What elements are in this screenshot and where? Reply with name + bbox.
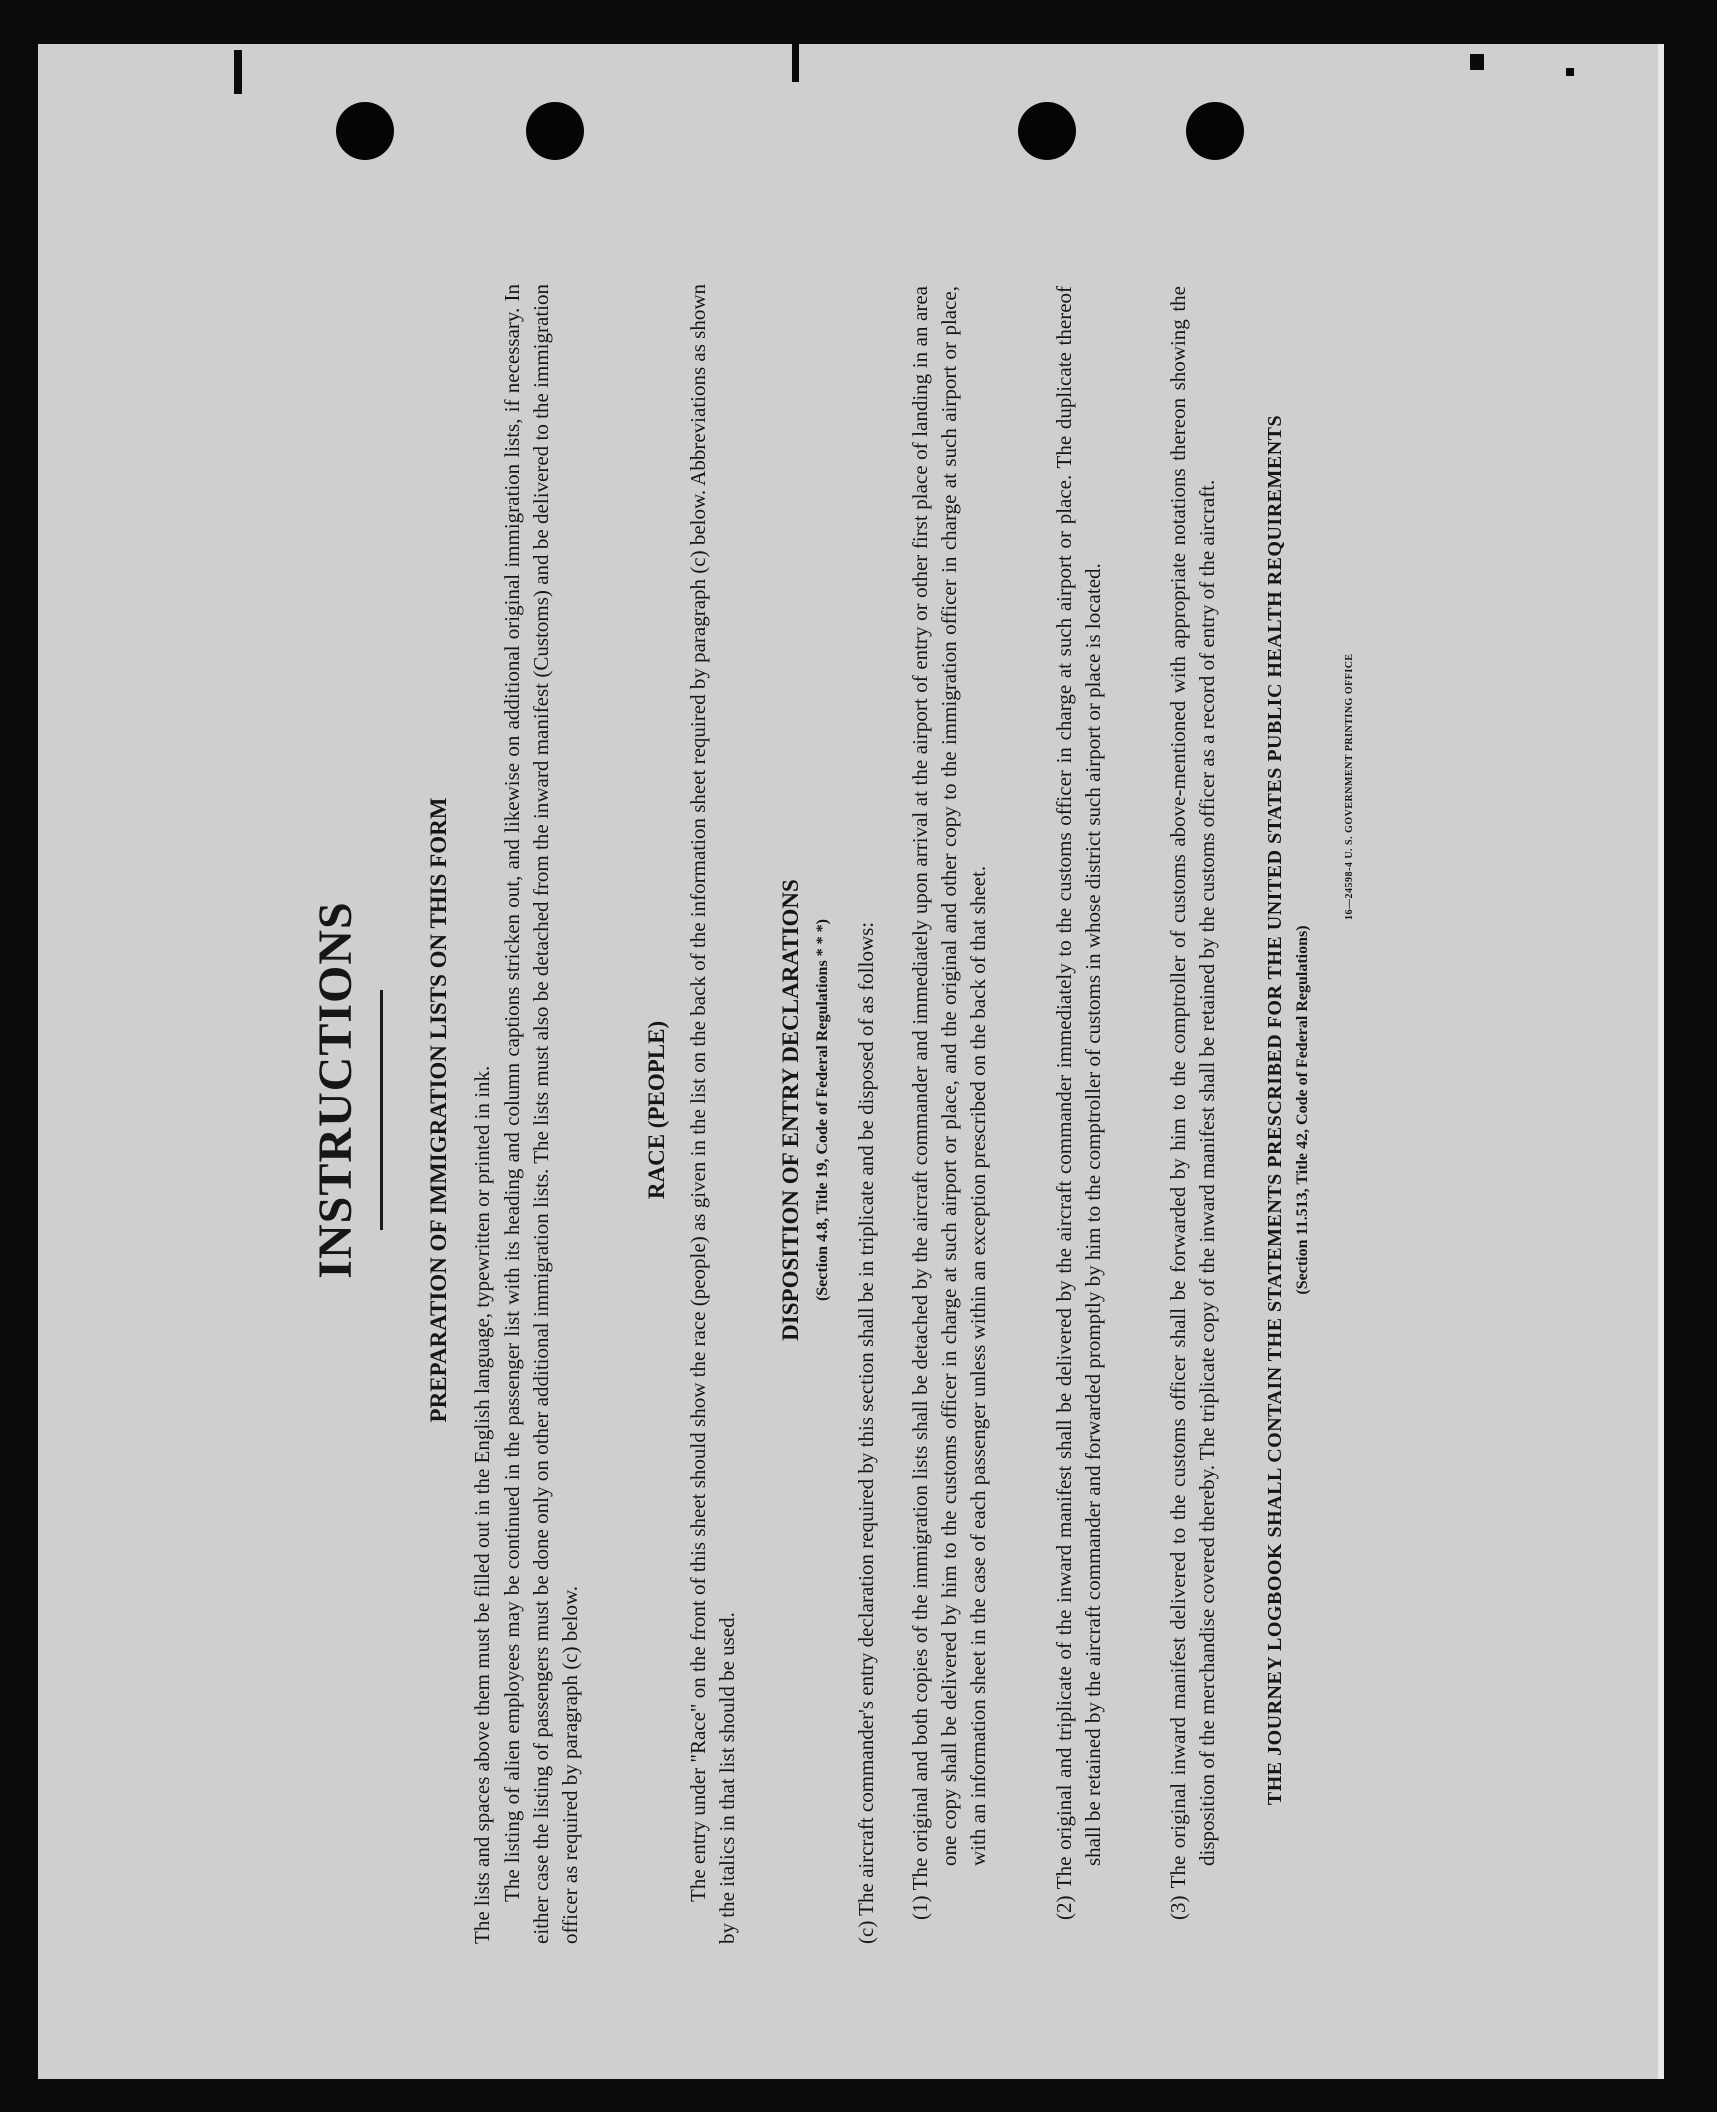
footer-citation: (Section 11.513, Title 42, Code of Federal Regulations) xyxy=(1294,925,1311,1295)
printer-imprint: 16—24598-4 U. S. GOVERNMENT PRINTING OFFICE xyxy=(1344,653,1355,920)
list-item-2: (2) The original and triplicate of the inward manifest shall be delivered by the aircraft commander immediately to the customs officer in charge at such airport or place. The duplicate thereof shall be retained by the aircraft commander and forwarded promptly by him to the comptroller of customs in whose district such airport or place is located. xyxy=(1052,285,1105,1920)
punch-hole xyxy=(336,102,394,160)
list-item-1: (1) The original and both copies of the immigration lists shall be detached by the aircraft commander and immediately upon arrival at the airport of entry or other first place of landing in an area one copy shall be delivered by him to the customs officer in charge at such airport or place, and the original and other copy to the immigration officer in charge at such airport or place, with an information sheet in the case of each passenger unless within an exception prescribed on the back of that sheet. xyxy=(908,285,990,1920)
paragraph-race-entry: The entry under "Race" on the front of this sheet should show the race (people) as given in the list on the back of the information sheet required by paragraph (c) below. Abbreviations as shown by the italics in that list should be used. xyxy=(686,284,739,1944)
rotated-instructions xyxy=(308,270,1418,1950)
paragraph-lists-filled-out: The lists and spaces above them must be filled out in the English language, typewritten or printed in ink. xyxy=(470,1065,494,1944)
section-heading-race: RACE (PEOPLE) xyxy=(644,1020,669,1200)
section-subheading-citation: (Section 4.8, Title 19, Code of Federal Regulations * * *) xyxy=(814,918,831,1302)
punch-hole xyxy=(1018,102,1076,160)
section-heading-preparation: PREPARATION OF IMMIGRATION LISTS ON THIS FORM xyxy=(426,797,451,1423)
paragraph-intro-c: (c) The aircraft commander's entry declaration required by this section shall be in triplicate and be disposed of as follows: xyxy=(854,921,878,1944)
punch-hole xyxy=(526,102,584,160)
paragraph-alien-employees: The listing of alien employees may be continued in the passenger list with its heading and column captions stricken out, and likewise on additional original immigration lists, if necessary. In either case the listing of passengers must be done only on other additional immigration lists. The lists must also be detached from the inward manifest (Customs) and be delivered to the immigration officer as required by paragraph (c) below. xyxy=(500,284,582,1944)
footer-statement: THE JOURNEY LOGBOOK SHALL CONTAIN THE STATEMENTS PRESCRIBED FOR THE UNITED STATES PUBLIC HEALTH REQUIREMENTS xyxy=(1264,414,1286,1806)
punch-hole xyxy=(1186,102,1244,160)
page-title: INSTRUCTIONS xyxy=(309,901,362,1279)
scan-mark xyxy=(1566,68,1574,76)
scan-mark xyxy=(1470,54,1484,70)
document-page xyxy=(38,44,1664,2079)
section-heading-disposition: DISPOSITION OF ENTRY DECLARATIONS xyxy=(778,879,803,1341)
list-item-3: (3) The original inward manifest delivered to the customs officer shall be forwarded by him to the comptroller of customs above-mentioned with appropriate notations thereon showing the disposition of the merchandise covered thereby. The triplicate copy of the inward manifest shall be retained by the customs officer as a record of entry of the aircraft. xyxy=(1166,286,1219,1920)
title-underline xyxy=(380,990,383,1230)
scan-mark xyxy=(792,44,799,82)
scan-mark xyxy=(234,50,242,94)
